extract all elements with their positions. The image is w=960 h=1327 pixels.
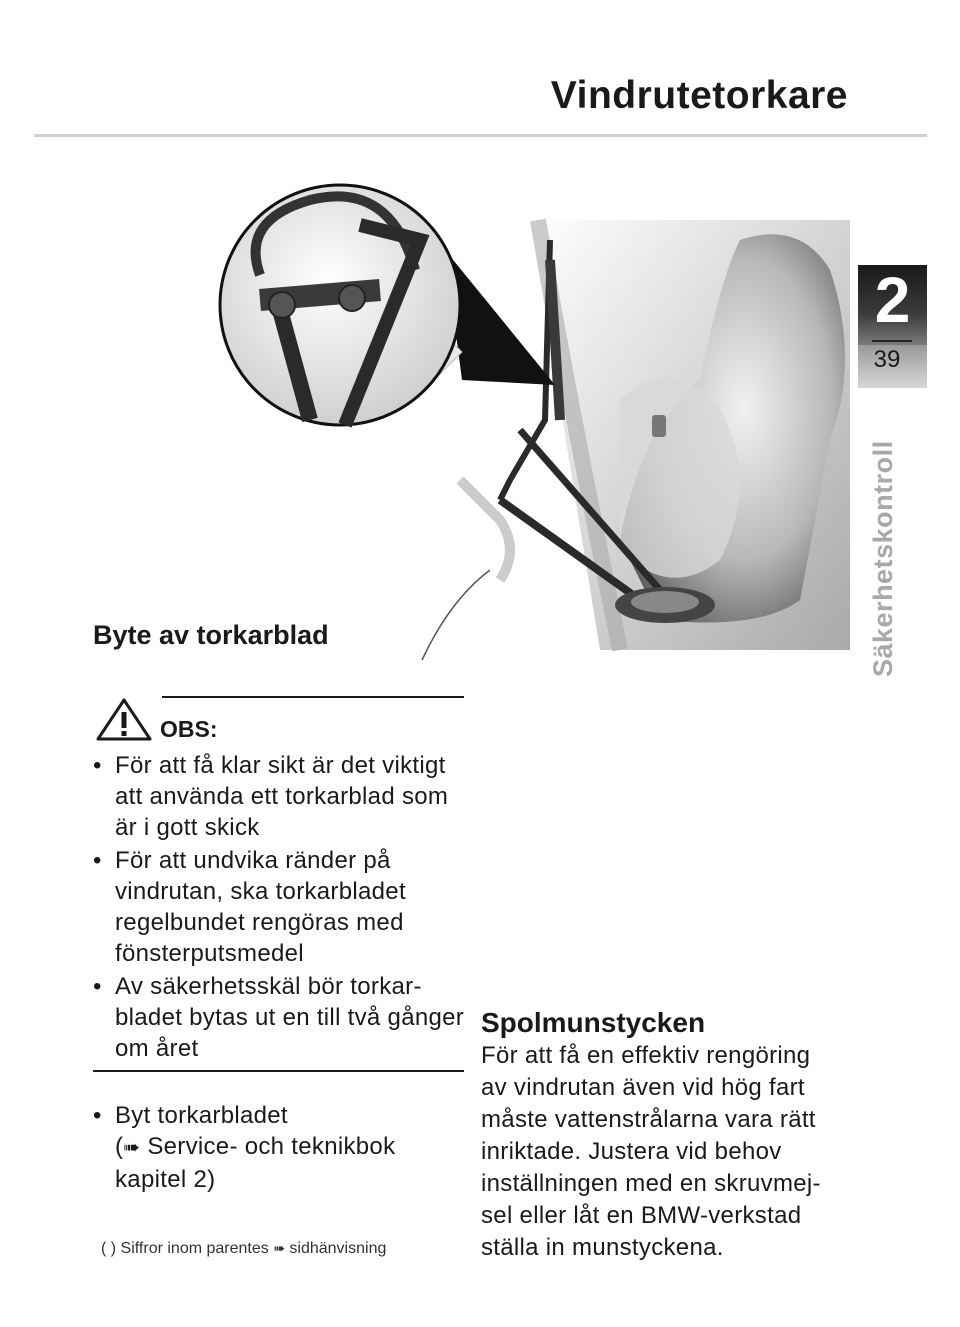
page-title: Vindrutetorkare: [550, 74, 848, 117]
paragraph-line: av vindrutan även vid hög fart: [481, 1074, 805, 1101]
page-reference-arrow-icon: ➠: [123, 1137, 141, 1159]
page-number: 39: [873, 346, 901, 373]
chapter-number: 2: [874, 264, 911, 336]
footnote-text: ( ) Siffror inom parentes: [101, 1240, 269, 1257]
step-item: [93, 1100, 473, 1195]
note-item: • För att få klar sikt är det viktigt att använda ett torkarblad som är i gott skick: [93, 750, 473, 843]
footnote-suffix: sidhänvisning: [289, 1240, 387, 1257]
paragraph-line: måste vattenstrålarna vara rätt: [481, 1106, 816, 1133]
footnote: [101, 1240, 386, 1258]
note-item: • Av säkerhetsskäl bör torkar-bladet bytas ut en till två gånger om året: [93, 971, 473, 1064]
step-list: [93, 1100, 473, 1195]
paragraph-line: inställningen med en skruvmej-: [481, 1170, 821, 1197]
wiper-illustration: [200, 180, 860, 680]
title-divider: [34, 134, 927, 137]
section-heading-nozzles: Spolmunstycken: [481, 1007, 706, 1038]
note-item: • För att undvika ränder på vindrutan, ska torkarbladet regelbundet rengöras med fönsterputsmedel: [93, 845, 473, 969]
nozzle-paragraph: [481, 1040, 861, 1264]
paragraph-line: sel eller låt en BMW-verkstad: [481, 1202, 802, 1229]
page-reference-arrow-icon: ➠: [273, 1240, 285, 1256]
step-reference: Service- och teknikbok kapitel 2): [115, 1133, 396, 1193]
chapter-divider: [872, 340, 912, 342]
note-divider-bottom: [93, 1070, 464, 1072]
note-list: [93, 750, 473, 1066]
paragraph-line: inriktade. Justera vid behov: [481, 1138, 782, 1165]
paragraph-line: ställa in munstyckena.: [481, 1234, 724, 1261]
warning-icon: [94, 697, 154, 743]
note-divider-top: [162, 696, 464, 698]
step-text: Byt torkarbladet: [115, 1102, 288, 1129]
note-label: OBS:: [160, 716, 218, 742]
section-heading-wiper: Byte av torkarblad: [93, 620, 329, 650]
step-ref-open: (: [115, 1133, 124, 1160]
chapter-side-label: Säkerhetskontroll: [868, 440, 898, 677]
paragraph-line: För att få en effektiv rengöring: [481, 1042, 811, 1069]
